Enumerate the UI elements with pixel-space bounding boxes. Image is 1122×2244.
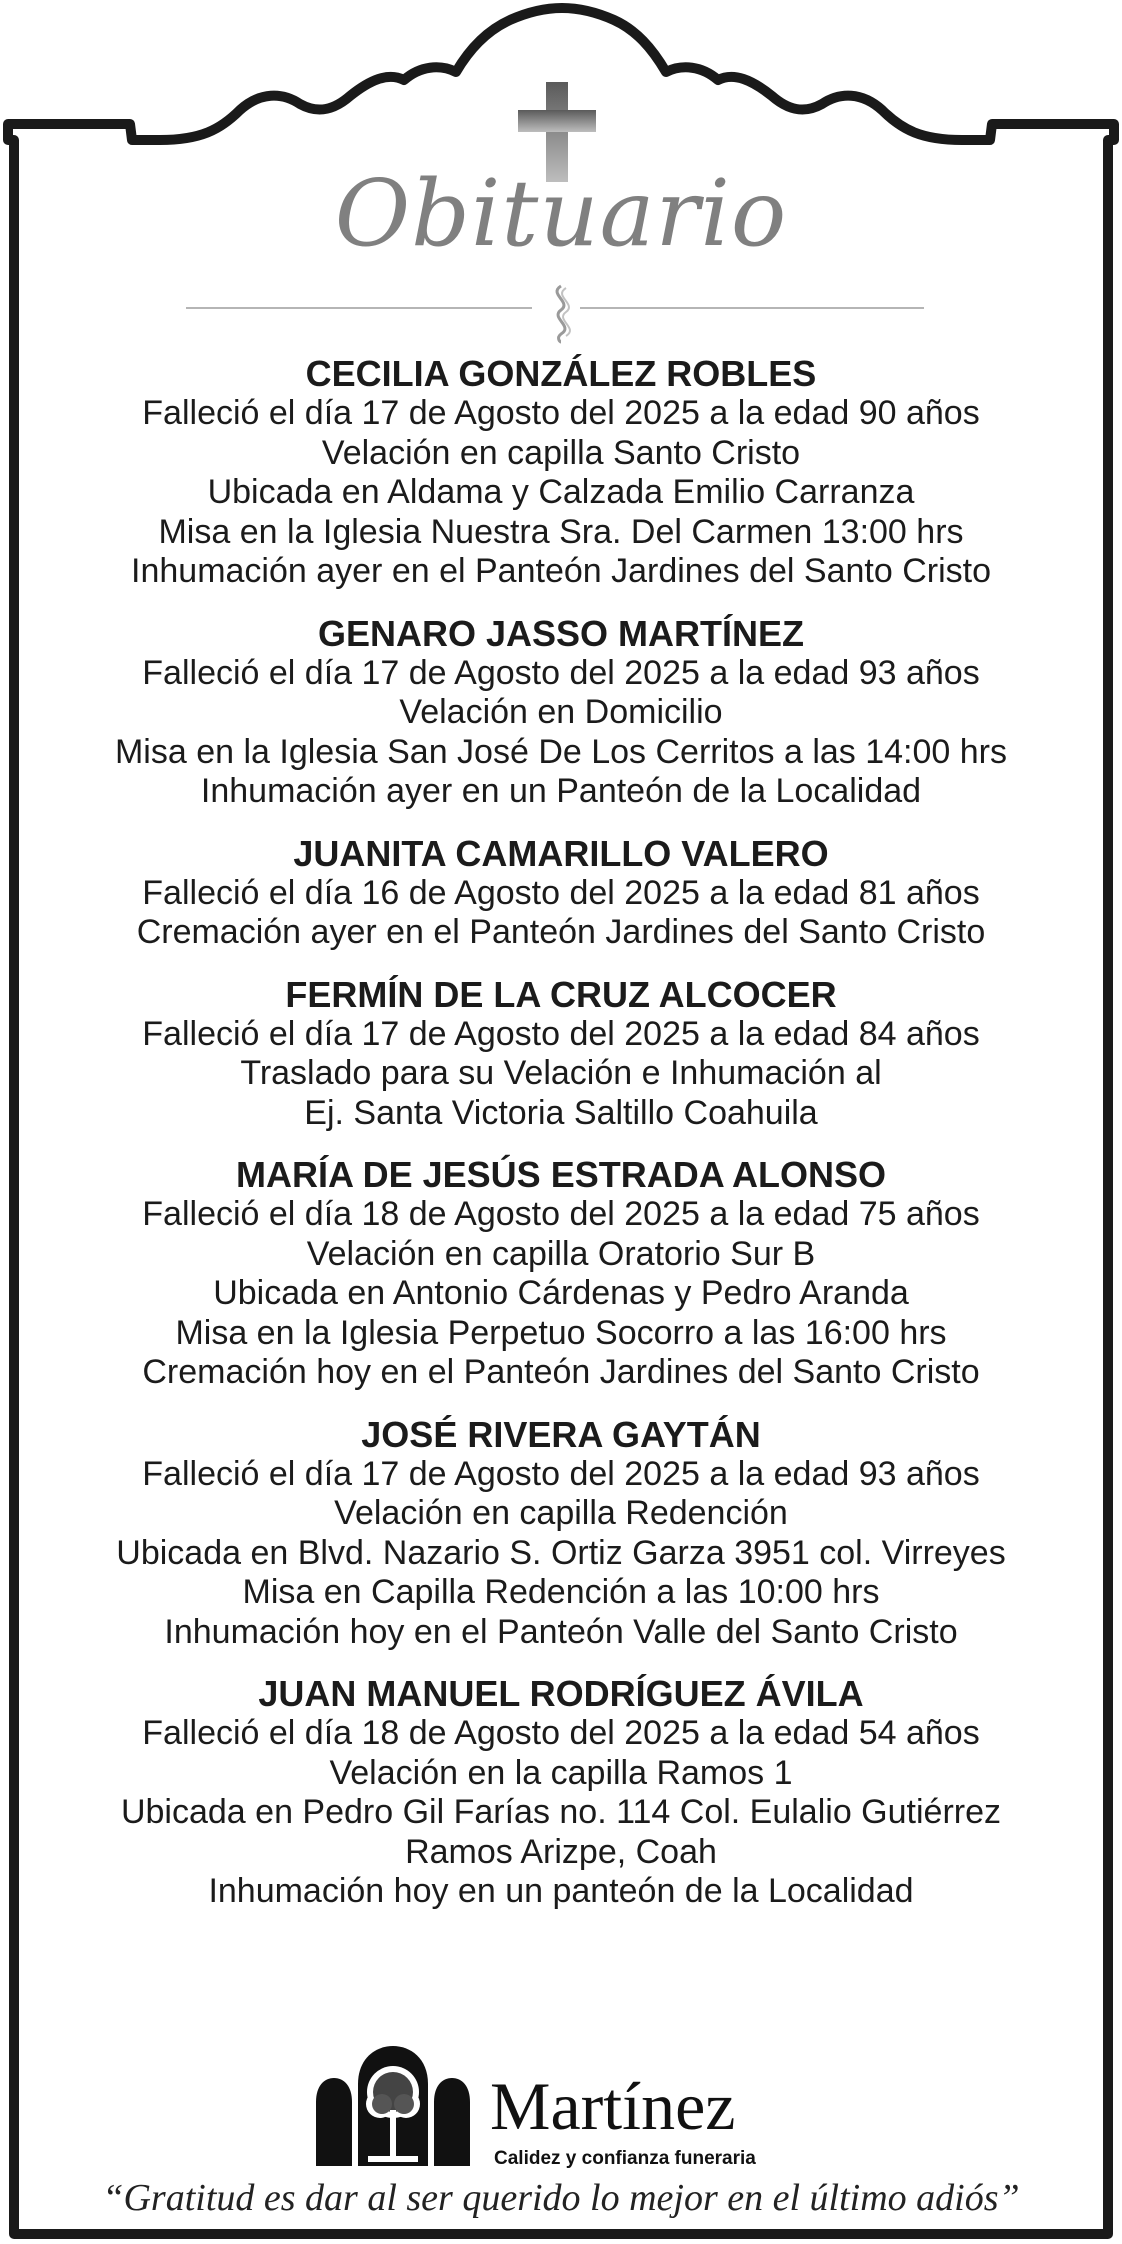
entry-line: Ubicada en Blvd. Nazario S. Ortiz Garza 3951 col. Virreyes (116, 1533, 1006, 1572)
obituary-entry (30, 354, 1092, 592)
entry-line: Falleció el día 18 de Agosto del 2025 a la edad 54 años (142, 1714, 980, 1752)
entry-line: Ubicada en Antonio Cárdenas y Pedro Aranda (213, 1274, 909, 1312)
deceased-name: JOSÉ RIVERA GAYTÁN (361, 1413, 761, 1455)
entry-line: Misa en la Iglesia San José De Los Cerritos a las 14:00 hrs (114, 732, 1007, 771)
page-title: Obituario (334, 160, 788, 267)
entry-line: Ubicada en Pedro Gil Farías no. 114 Col. Eulalio Gutiérrez (120, 1793, 1002, 1831)
entry-line: Cremación hoy en el Panteón Jardines del Santo Cristo (142, 1353, 980, 1391)
entry-line: Inhumación hoy en un panteón de la Localidad (208, 1872, 914, 1910)
entry-line: Ubicada en Aldama y Calzada Emilio Carranza (207, 473, 915, 511)
entry-line: Cremación ayer en el Panteón Jardines del Santo Cristo (136, 913, 986, 951)
entry-line: Falleció el día 17 de Agosto del 2025 a la edad 84 años (142, 1014, 980, 1053)
entry-line: Velación en capilla Oratorio Sur B (306, 1234, 816, 1273)
deceased-name: MARÍA DE JESÚS ESTRADA ALONSO (235, 1154, 887, 1195)
entry-line: Ej. Santa Victoria Saltillo Coahuila (304, 1093, 818, 1132)
memorial-quote: “Gratitud es dar al ser querido lo mejor en el último adiós” (102, 2177, 1020, 2219)
flourish-icon (538, 282, 584, 344)
entry-line: Misa en Capilla Redención a las 10:00 hrs (242, 1573, 880, 1611)
entry-line: Misa en la Iglesia Nuestra Sra. Del Carmen 13:00 hrs (158, 512, 964, 551)
entry-line: Velación en capilla Redención (334, 1494, 788, 1532)
entry-line: Falleció el día 16 de Agosto del 2025 a la edad 81 años (142, 873, 980, 912)
obituary-entry (30, 975, 1092, 1134)
entry-line: Velación en Domicilio (399, 693, 723, 731)
deceased-name: JUANITA CAMARILLO VALERO (293, 832, 829, 874)
obituary-entry (30, 1415, 1092, 1653)
brand-tagline: Calidez y confianza funeraria (494, 2148, 756, 2169)
deceased-name: JUAN MANUEL RODRÍGUEZ ÁVILA (258, 1673, 864, 1714)
obituary-entry (30, 1674, 1092, 1912)
obituary-entry (30, 834, 1092, 953)
entry-line: Ramos Arizpe, Coah (405, 1832, 717, 1871)
entry-line: Misa en la Iglesia Perpetuo Socorro a las 16:00 hrs (175, 1313, 947, 1352)
entry-line: Inhumación ayer en un Panteón de la Localidad (200, 772, 922, 810)
entry-line: Velación en capilla Santo Cristo (321, 433, 801, 472)
entry-line: Inhumación hoy en el Panteón Valle del Santo Cristo (164, 1612, 958, 1651)
entry-line: Falleció el día 17 de Agosto del 2025 a la edad 90 años (142, 394, 980, 432)
entry-line: Falleció el día 18 de Agosto del 2025 a la edad 75 años (142, 1195, 980, 1233)
entry-line: Falleció el día 17 de Agosto del 2025 a la edad 93 años (142, 1454, 980, 1493)
entry-line: Falleció el día 17 de Agosto del 2025 a la edad 93 años (142, 653, 980, 692)
entry-line: Inhumación ayer en el Panteón Jardines del Santo Cristo (131, 552, 991, 590)
entry-line: Velación en la capilla Ramos 1 (329, 1753, 793, 1792)
entry-line: Traslado para su Velación e Inhumación al (240, 1054, 882, 1092)
deceased-name: GENARO JASSO MARTÍNEZ (317, 612, 805, 654)
obituary-list (30, 354, 1092, 1934)
divider-left (186, 307, 532, 309)
deceased-name: CECILIA GONZÁLEZ ROBLES (305, 353, 817, 394)
divider-right (580, 307, 924, 309)
obituary-entry (30, 614, 1092, 812)
deceased-name: FERMÍN DE LA CRUZ ALCOCER (285, 973, 837, 1015)
brand-name: Martínez (490, 2068, 736, 2144)
obituary-entry (30, 1155, 1092, 1393)
